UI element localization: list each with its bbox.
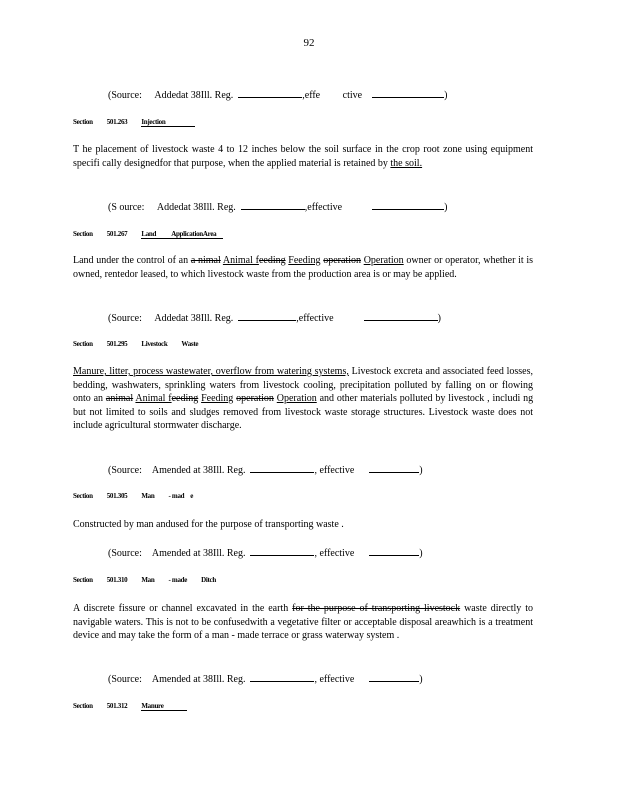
- source-note: (Source: Amended at 38Ill. Reg. , effective ): [108, 465, 423, 476]
- paragraph-man-made-ditch: A discrete fissure or channel excavated in the earth for the purpose of transporting livestock waste directly to navigable waters. This is not to be confusedwith a vegetative filter or acceptable disposal areawhich is a treatment device and may take the form of a man - made terrace or grass waterway system .: [73, 603, 534, 641]
- source-note: (Source: Addedat 38Ill. Reg. ,effective ): [108, 313, 441, 324]
- source-note: (Source: Addedat 38Ill. Reg. ,effe ctive ): [108, 90, 448, 101]
- section-heading: Section 501.310 Man - made Ditch: [73, 576, 216, 584]
- paragraph-man-made: Constructed by man andused for the purpose of transporting waste .: [73, 519, 344, 530]
- paragraph-livestock-waste: Manure, litter, process wastewater, overflow from watering systems, Livestock excreta and associated feed losses, bedding, washwaters, sprinkling waters from livestock cooling, precipitation polluted by falling on or flowing onto an animal Animal feeding Feeding operation Operation and other materials polluted by livestock , includi ng but not limited to soils and sludges removed from livestock waste storage structures. Livestock waste does not include agricultural stormwater discharge.: [73, 366, 534, 431]
- source-note: (Source: Amended at 38Ill. Reg. , effective ): [108, 548, 423, 559]
- paragraph-land-application-area: Land under the control of an a nimal Animal feeding Feeding operation Operation owner or operator, whether it is owned, rentedor leased, to which livestock waste from the production area is or may be applied.: [73, 255, 534, 280]
- section-heading: Section 501.305 Man - mad e: [73, 492, 194, 500]
- section-heading: Section 501.295 Livestock Waste: [73, 340, 199, 348]
- section-heading: Section 501.312 Manure: [73, 702, 201, 711]
- section-heading: Section 501.263 Injection: [73, 118, 209, 127]
- source-note: (Source: Amended at 38Ill. Reg. , effective ): [108, 674, 423, 685]
- paragraph-injection: T he placement of livestock waste 4 to 12 inches below the soil surface in the crop root zone using equipment specifi cally designedfor that purpose, when the applied material is retained by the soil.: [73, 144, 533, 169]
- page-number: 92: [303, 37, 315, 49]
- source-note: (S ource: Addedat 38Ill. Reg. ,effective ): [108, 202, 448, 213]
- section-heading: Section 501.267 Land ApplicationArea: [73, 230, 237, 239]
